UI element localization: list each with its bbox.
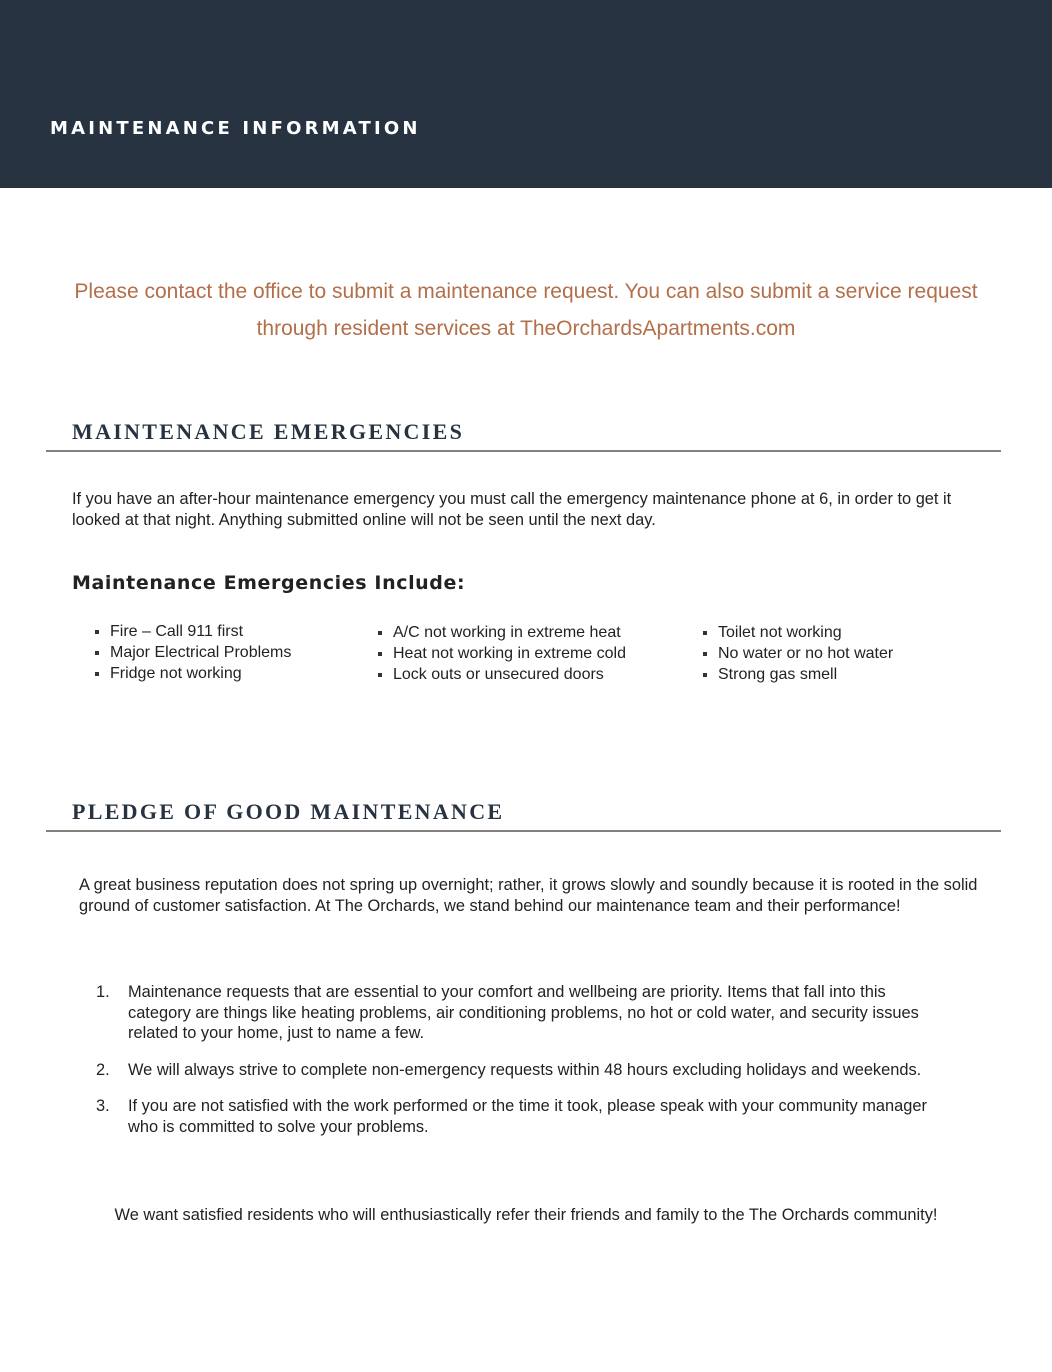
section-divider [46,830,1001,832]
list-item [96,982,946,1044]
list-number: 2. [96,1060,110,1079]
page-title: MAINTENANCE INFORMATION [50,118,421,139]
pledge-intro-paragraph: A great business reputation does not spring up overnight; rather, it grows slowly and soundly because it is rooted in the solid ground of customer satisfaction. At The Orchards, we stand behind our maintenance team and their performance! [79,876,978,915]
bullet-icon [378,673,382,677]
list-item [96,1060,946,1081]
maintenance-request-notice: Please contact the office to submit a maintenance request. You can also submit a service request through resident services at TheOrchardsApartments.com [74,280,978,340]
section-divider [46,450,1001,452]
bullet-icon [95,630,99,634]
bullet-icon [378,631,382,635]
list-item: Lock outs or unsecured doors [378,664,626,685]
list-item: Toilet not working [703,622,893,643]
list-item-text: If you are not satisfied with the work performed or the time it took, please speak with your community manager who is committed to solve your problems. [128,1097,927,1136]
bullet-icon [703,631,707,635]
emergency-intro-paragraph: If you have an after-hour maintenance emergency you must call the emergency maintenance phone at 6, in order to get it looked at that night. Anything submitted online will not be seen until the next day. [72,490,952,529]
list-item [96,1096,946,1137]
emergency-list-column-1 [95,621,291,684]
list-item-text: Maintenance requests that are essential to your comfort and wellbeing are priority. Items that fall into this category are things like heating problems, air conditioning problems, no hot or cold water, and security issues related to your home, just to name a few. [128,983,919,1042]
bullet-icon [95,672,99,676]
list-item: Fire – Call 911 first [95,621,291,642]
bullet-icon [703,673,707,677]
section-title-pledge: PLEDGE OF GOOD MAINTENANCE [72,799,505,824]
list-number: 3. [96,1097,110,1115]
list-item-text: We will always strive to complete non-emergency requests within 48 hours excluding holidays and weekends. [128,1060,922,1079]
bullet-icon [378,652,382,656]
section-title-emergencies: MAINTENANCE EMERGENCIES [72,419,465,444]
list-item: Strong gas smell [703,664,893,685]
emergency-list-column-2 [378,622,626,685]
emergency-list-column-3 [703,622,893,685]
pledge-list [96,982,946,1153]
list-item: Major Electrical Problems [95,642,291,663]
header-band [0,0,1052,188]
bullet-icon [95,651,99,655]
list-item: A/C not working in extreme heat [378,622,626,643]
bullet-icon [703,652,707,656]
list-number: 1. [96,983,110,1001]
emergency-list-heading: Maintenance Emergencies Include: [72,572,466,594]
list-item: No water or no hot water [703,643,893,664]
closing-statement: We want satisfied residents who will enthusiastically refer their friends and family to the The Orchards community! [114,1206,938,1224]
list-item: Heat not working in extreme cold [378,643,626,664]
list-item: Fridge not working [95,663,291,684]
